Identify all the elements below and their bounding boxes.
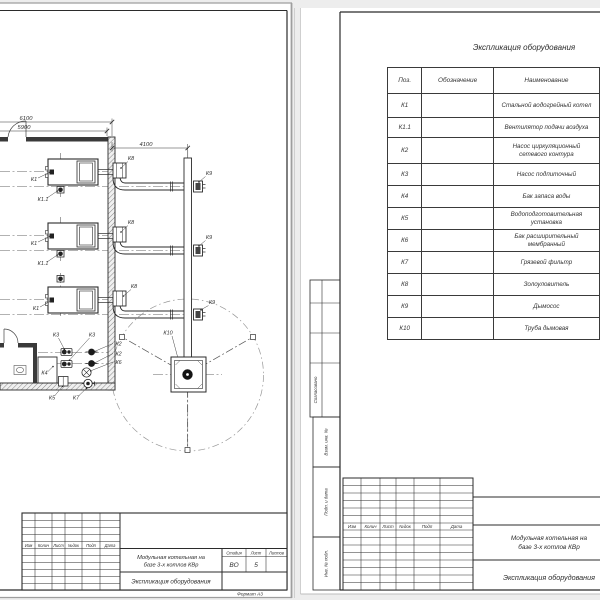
table-row <box>388 252 600 274</box>
cell-name: Стальной водогрейный котел <box>493 94 599 118</box>
project-name-line1: Модульная котельная на <box>137 555 205 561</box>
cell-name: Труба дымовая <box>493 318 599 340</box>
rev-col-data: Дата <box>104 542 116 548</box>
cell-designation <box>422 164 493 186</box>
label-k9: К9 <box>205 235 213 241</box>
label-k2: К2 <box>115 341 122 348</box>
dim-text: 4100 <box>139 142 153 148</box>
cell-designation <box>422 138 493 164</box>
rev-col-izm: Изм <box>24 542 33 548</box>
rev-col-kolich: Колич <box>37 542 50 548</box>
table-row <box>388 138 600 164</box>
cell-designation <box>422 296 493 318</box>
rev-col-data: Дата <box>450 524 463 530</box>
label-k1: К1 <box>32 306 40 312</box>
doc-title: Экспликация оборудования <box>503 573 595 582</box>
sheet-col-header: Лист <box>250 550 262 556</box>
equipment-table <box>387 67 600 340</box>
stage-value: ВО <box>229 562 239 569</box>
equipment-table-title: Экспликация оборудования <box>472 43 576 52</box>
cell-name: Грязевой фильтр <box>493 252 599 274</box>
cell-pos: К3 <box>388 164 422 186</box>
label-k7: К7 <box>72 395 80 402</box>
cell-name: Бак расширительный мембранный <box>493 230 599 252</box>
cell-name: Водоподготовительная установка <box>493 208 599 230</box>
doc-title: Экспликация оборудования <box>131 578 211 586</box>
cell-pos: К7 <box>388 252 422 274</box>
label-k1: К1 <box>30 177 38 183</box>
rev-col-ndok: №док <box>399 524 411 530</box>
cell-pos: К6 <box>388 230 422 252</box>
table-row <box>388 186 600 208</box>
table-row <box>388 94 600 118</box>
table-row <box>388 274 600 296</box>
label-k9: К9 <box>205 171 213 177</box>
cell-designation <box>422 186 493 208</box>
project-name-line2: базе 3-х котлов КВр <box>518 544 580 551</box>
dim-text: 6100 <box>19 116 33 122</box>
cell-designation <box>422 230 493 252</box>
label-k9: К9 <box>208 300 216 306</box>
dim-text: 5900 <box>17 125 31 132</box>
cell-pos: К1.1 <box>388 118 422 138</box>
cell-designation <box>422 208 493 230</box>
rev-col-izm: Изм <box>347 524 357 530</box>
rev-col-kolich: Колич <box>364 524 377 530</box>
project-name-line2: базе 3-х котлов КВр <box>143 562 199 569</box>
rev-col-podp: Подп <box>86 542 96 548</box>
boiler-fan-1 <box>57 187 64 194</box>
label-k1: К1 <box>30 241 38 247</box>
table-row <box>388 296 600 318</box>
stage-col-header: Стадия <box>226 550 242 556</box>
table-row <box>388 164 600 186</box>
boiler-fan-2 <box>57 251 64 258</box>
sheet-left <box>0 3 295 598</box>
col-header-designation: Обозначение <box>422 68 493 94</box>
boiler-fan-3 <box>57 276 64 283</box>
feed-pump-k3 <box>61 361 72 368</box>
rev-col-list: Лист <box>53 542 64 548</box>
stamp-podp-data: Подп. и дата <box>323 488 329 516</box>
feed-pump-k3 <box>61 349 72 356</box>
table-header-row <box>388 68 600 94</box>
rev-col-list: Лист <box>382 524 394 530</box>
title-block-left <box>22 513 287 597</box>
project-name-line1: Модульная котельная на <box>510 535 588 542</box>
format-note: Формат А3 <box>237 591 263 597</box>
cell-pos: К9 <box>388 296 422 318</box>
table-row <box>388 208 600 230</box>
label-k5: К5 <box>48 395 56 402</box>
guy-anchor <box>251 335 256 340</box>
label-k8: К8 <box>127 156 135 162</box>
label-k3: К3 <box>52 332 60 339</box>
stamp-inv-podl: Инв. № подл. <box>323 549 329 578</box>
water-treatment-k5 <box>59 377 69 387</box>
cell-name: Бак запаса воды <box>493 186 599 208</box>
cell-designation <box>422 318 493 340</box>
cell-designation <box>422 94 493 118</box>
label-k3: К3 <box>88 332 96 339</box>
cell-name: Насос циркуляционный сетевого контура <box>493 138 599 164</box>
label-k1-1: К1.1 <box>37 261 49 267</box>
table-row <box>388 118 600 138</box>
sheet-number: 5 <box>254 562 258 569</box>
cell-designation <box>422 118 493 138</box>
cell-name: Насос подпиточный <box>493 164 599 186</box>
chimney <box>171 357 206 392</box>
label-k8: К8 <box>130 284 138 290</box>
cell-name: Вентилятор подачи воздуха <box>493 118 599 138</box>
col-header-pos: Поз. <box>388 68 422 94</box>
label-k6: К6 <box>115 360 122 366</box>
cell-designation <box>422 274 493 296</box>
cell-designation <box>422 252 493 274</box>
stamp-approved: Согласовано <box>313 376 318 404</box>
guy-anchor <box>120 335 125 340</box>
rev-col-podp: Подп <box>421 524 433 530</box>
cell-pos: К1 <box>388 94 422 118</box>
cell-pos: К8 <box>388 274 422 296</box>
cell-name: Дымосос <box>493 296 599 318</box>
cell-pos: К5 <box>388 208 422 230</box>
label-k10: К10 <box>163 330 173 337</box>
flue-duct <box>184 158 192 370</box>
table-row <box>388 318 600 340</box>
cell-pos: К2 <box>388 138 422 164</box>
expansion-tank-k6 <box>82 368 91 377</box>
label-k1-1: К1.1 <box>37 197 49 203</box>
stamp-vzam-inv: Взам. инв. № <box>323 428 329 456</box>
cell-pos: К10 <box>388 318 422 340</box>
label-k2: К2 <box>115 351 122 358</box>
sheets-col-header: Листов <box>269 550 284 556</box>
guy-anchor <box>185 448 190 453</box>
table-row <box>388 230 600 252</box>
label-k8: К8 <box>127 220 135 226</box>
col-header-name: Наименование <box>493 68 599 94</box>
cell-name: Золоуловитель <box>493 274 599 296</box>
rev-col-ndok: №док <box>68 542 79 548</box>
cell-pos: К4 <box>388 186 422 208</box>
label-k4: К4 <box>41 370 48 377</box>
